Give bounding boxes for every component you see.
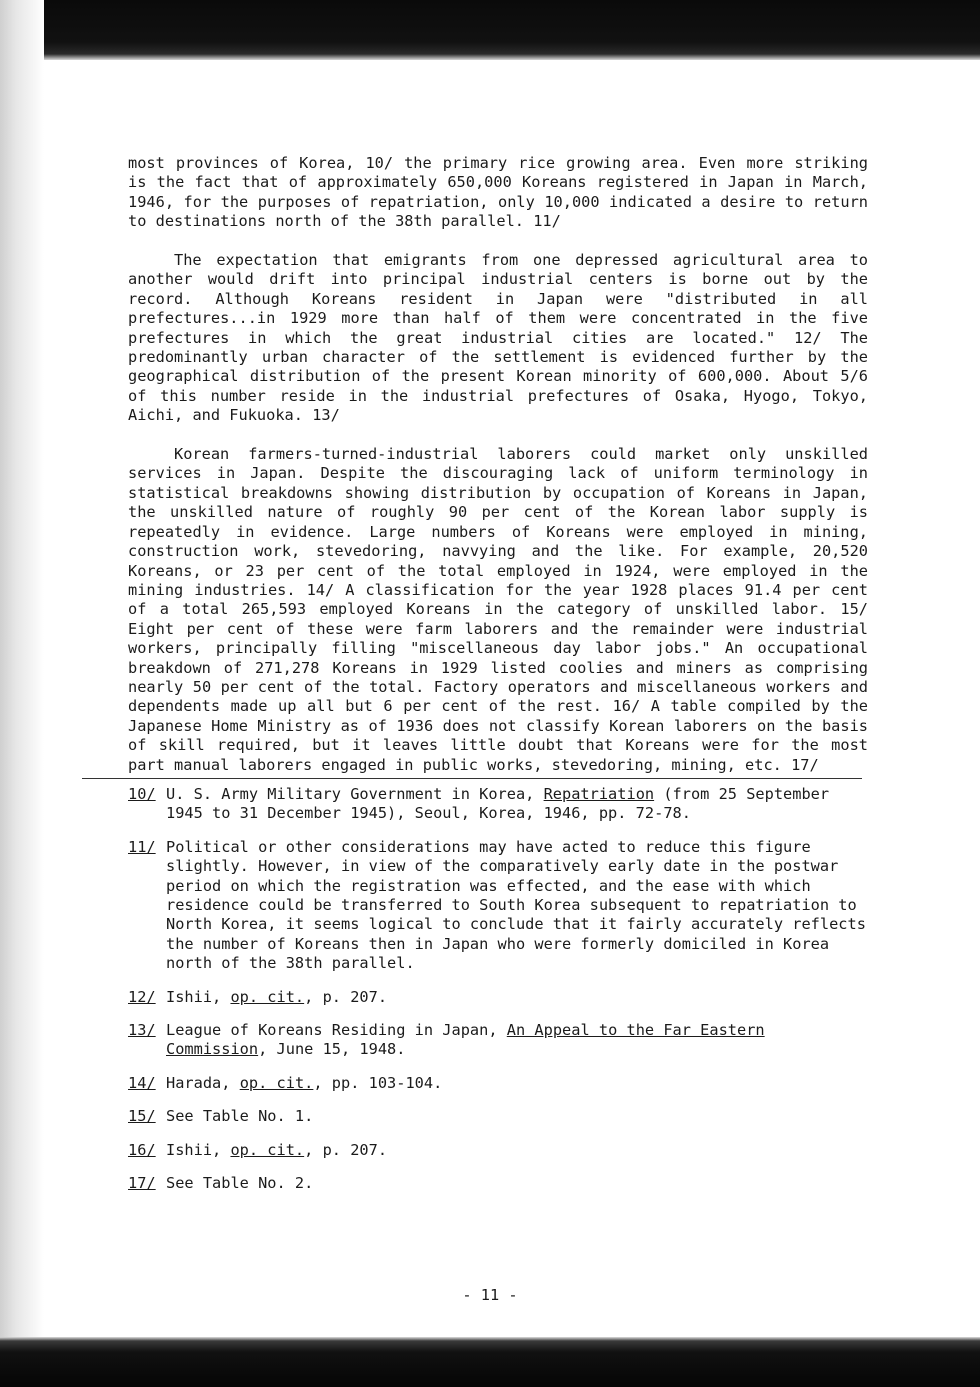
footnote-16 — [128, 1141, 868, 1160]
paragraph-continuation: most provinces of Korea, 10/ the primary rice growing area. Even more striking is the fact that of approximately 650,000 Koreans registered in Japan in March, 1946, for the purposes of repatriation, only 10,000 indicated a desire to return to destinations north of the 38th parallel. 11/ — [128, 154, 868, 231]
footnote-17 — [128, 1174, 868, 1193]
footnote-number: 14/ — [128, 1073, 156, 1092]
footnote-number: 10/ — [128, 784, 156, 803]
footnote-text: U. S. Army Military Government in Korea, Repatriation (from 25 September 1945 to 31 December 1945), Seoul, Korea, 1946, pp. 72-78. — [166, 784, 830, 823]
document-page — [128, 154, 868, 1207]
paragraph-urban-settlement: The expectation that emigrants from one depressed agricultural area to another would drift into principal industrial centers is borne out by the record. Although Koreans resident in Japan were "distributed in all prefectures...in 1929 more than half of them were concentrated in the five prefectures in which the great industrial cities are located." 12/ The predominantly urban character of the settlement is evidenced further by the geographical distribution of the present Korean minority of 600,000. About 5/6 of this number reside in the industrial prefectures of Osaka, Hyogo, Tokyo, Aichi, and Fukuoka. 13/ — [128, 251, 868, 425]
footnote-text: See Table No. 1. — [166, 1107, 314, 1126]
paragraph-unskilled-labor: Korean farmers-turned-industrial laborers could market only unskilled services in Japan. Despite the discouraging lack of uniform terminology in statistical breakdowns showing distribution by occupation of Koreans in Japan, the unskilled nature of roughly 90 per cent of the Korean labor supply is repeatedly in evidence. Large numbers of Koreans were employed in mining, construction work, stevedoring, navvying and the like. For example, 20,520 Koreans, or 23 per cent of the total employed in 1924, were employed in the mining industries. 14/ A classification for the year 1928 places 91.4 per cent of a total 265,593 employed Koreans in the category of unskilled labor. 15/ Eight per cent of these were farm laborers and the remainder were industrial workers, principally filling "miscellaneous day labor jobs." An occupational breakdown of 271,278 Koreans in 1929 listed coolies and miners as comprising nearly 50 per cent of the total. Factory operators and miscellaneous workers and dependents made up all but 6 per cent of the rest. 16/ A table compiled by the Japanese Home Ministry as of 1936 does not classify Korean laborers on the basis of skill required, but it leaves little doubt that Koreans were for the most part manual laborers engaged in public works, stevedoring, mining, etc. 17/ — [128, 445, 868, 774]
page-number: - 11 - — [462, 1286, 518, 1304]
footnote-11 — [128, 838, 868, 974]
scan-border-top — [0, 0, 980, 60]
footnote-13 — [128, 1021, 868, 1060]
footnote-number: 17/ — [128, 1174, 156, 1193]
footnote-15 — [128, 1107, 868, 1126]
footnote-text: Ishii, op. cit., p. 207. — [166, 987, 388, 1006]
footnote-number: 12/ — [128, 987, 156, 1006]
footnote-12 — [128, 988, 868, 1007]
footnote-text: League of Koreans Residing in Japan, An Appeal to the Far Eastern Commission, June 15, 1948. — [166, 1021, 765, 1059]
footnote-number: 11/ — [128, 837, 156, 856]
scan-border-left — [0, 0, 44, 1387]
footnotes-list — [128, 785, 868, 1194]
footnote-number: 13/ — [128, 1021, 156, 1040]
footnote-14 — [128, 1074, 868, 1093]
footnote-text: Harada, op. cit., pp. 103-104. — [166, 1073, 443, 1092]
footnote-text: Ishii, op. cit., p. 207. — [166, 1140, 388, 1159]
footnote-number: 16/ — [128, 1140, 156, 1159]
footnote-number: 15/ — [128, 1107, 156, 1126]
footnote-text: See Table No. 2. — [166, 1174, 314, 1193]
scan-border-bottom — [0, 1337, 980, 1387]
footnote-text: Political or other considerations may have acted to reduce this figure slightly. However, in view of the comparatively early date in the postwar period on which the registration was effected, and the ease with which residence could be transferred to South Korea subsequent to repatriation to North Korea, it seems logical to conclude that it fairly accurately reflects the number of Koreans then in Japan who were formerly domiciled in Korea north of the 38th parallel. — [166, 837, 866, 973]
footnote-divider — [128, 775, 868, 785]
footnote-10 — [128, 785, 868, 824]
